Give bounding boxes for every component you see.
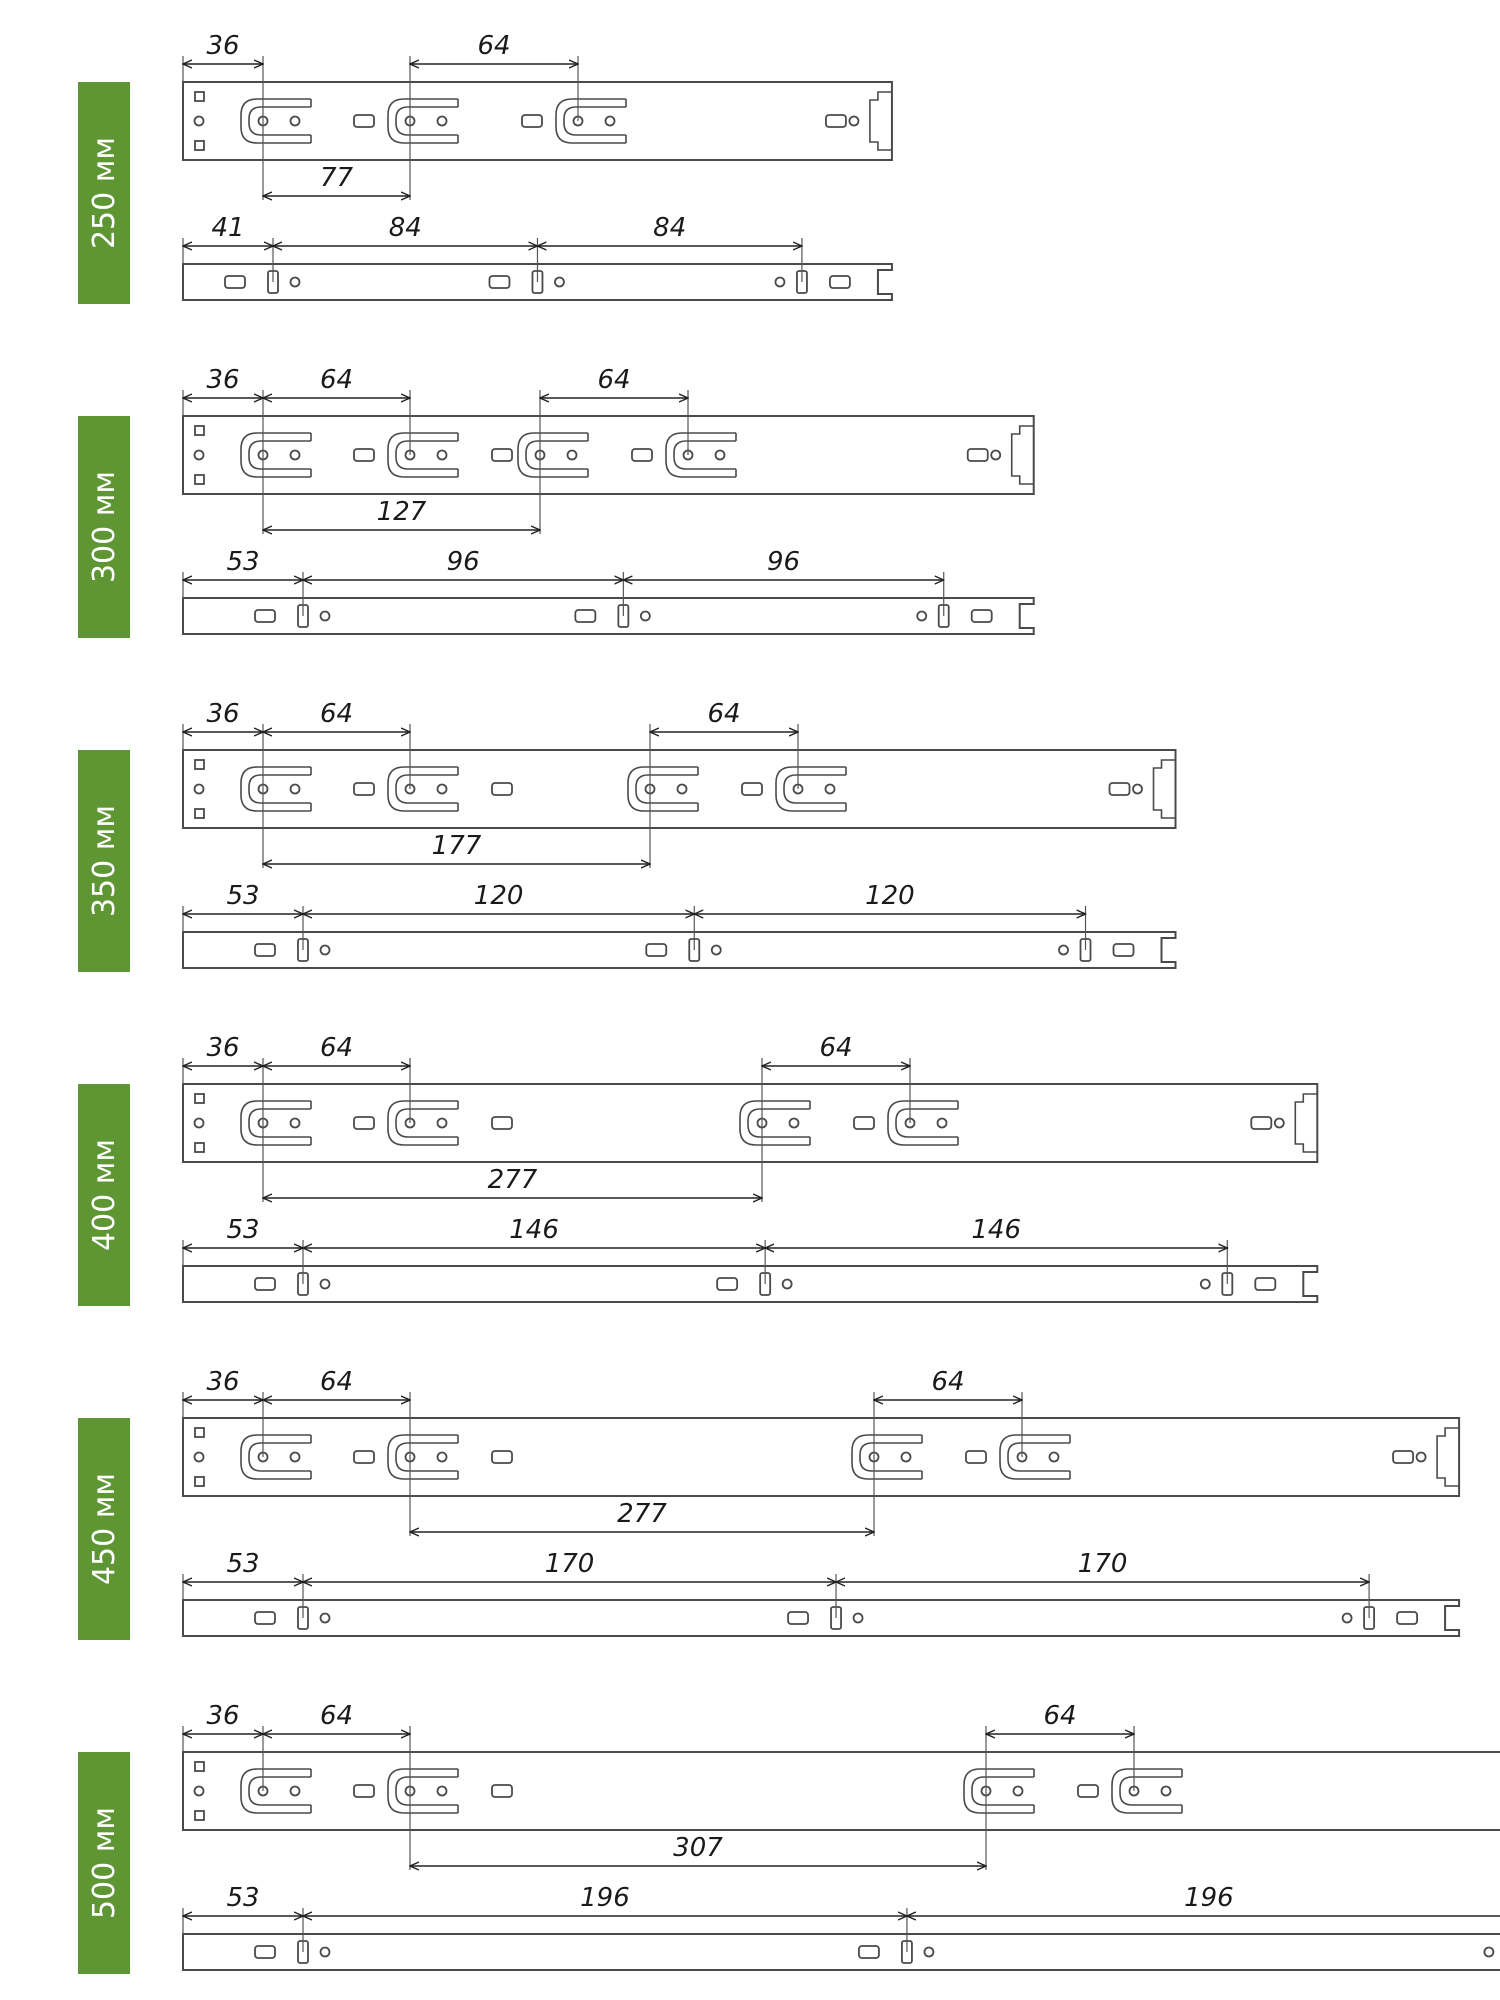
- size-tag-label: 250 мм: [87, 136, 122, 250]
- square-hole-bottom: [195, 1143, 204, 1152]
- slot-end: [1110, 783, 1130, 795]
- cabinet-rail-body: [183, 416, 1034, 494]
- dim-drawer-2-label: 120: [473, 881, 524, 911]
- dim-drawer-3-label: 170: [1077, 1549, 1128, 1579]
- dim-below-label: 77: [319, 163, 354, 193]
- hole-3: [775, 278, 784, 287]
- square-hole-top: [195, 1762, 204, 1771]
- round-hole-end: [991, 451, 1000, 460]
- rail-section-300: [78, 365, 1034, 638]
- bracket-1-hole-b: [291, 1787, 300, 1796]
- dim-drawer-2-label: 96: [446, 547, 480, 577]
- round-hole-end: [849, 117, 858, 126]
- hole-3: [917, 612, 926, 621]
- rect-slot-2: [859, 1946, 879, 1958]
- hole-2: [712, 946, 721, 955]
- hole-3: [1343, 1614, 1352, 1623]
- round-hole-left: [195, 785, 204, 794]
- slot-1: [354, 783, 374, 795]
- slot-3: [854, 1117, 874, 1129]
- hole-3: [1201, 1280, 1210, 1289]
- slot-end: [1393, 1451, 1413, 1463]
- dim-drawer-1-label: 53: [226, 1215, 260, 1245]
- rect-slot-2: [788, 1612, 808, 1624]
- slot-end: [826, 115, 846, 127]
- bracket-1-hole-b: [291, 1119, 300, 1128]
- hole-2: [641, 612, 650, 621]
- round-hole-end: [1275, 1119, 1284, 1128]
- size-tag-label: 500 мм: [87, 1806, 122, 1920]
- dim-drawer-2-label: 84: [388, 213, 422, 243]
- hole-3: [1059, 946, 1068, 955]
- dim-top-64a-label: 64: [319, 1367, 354, 1397]
- hole-2: [854, 1614, 863, 1623]
- rect-slot-1: [255, 1946, 275, 1958]
- bracket-3-hole-b: [568, 451, 577, 460]
- bracket-4-hole-b: [826, 785, 835, 794]
- slot-end: [968, 449, 988, 461]
- bracket-2-hole-b: [438, 1119, 447, 1128]
- bracket-2-hole-b: [438, 1787, 447, 1796]
- bracket-2-hole-b: [438, 451, 447, 460]
- hole-1: [321, 612, 330, 621]
- round-hole-left: [195, 451, 204, 460]
- bracket-3-hole-b: [678, 785, 687, 794]
- rect-slot-1: [255, 610, 275, 622]
- slot-1: [354, 1785, 374, 1797]
- dim-top-64b-label: 64: [819, 1033, 853, 1063]
- bracket-1-hole-b: [291, 785, 300, 794]
- bracket-2-hole-b: [438, 785, 447, 794]
- dim-top-64b-label: 64: [707, 699, 741, 729]
- dim-drawer-3-label: 120: [865, 881, 915, 911]
- dim-drawer-2-label: 170: [544, 1549, 595, 1579]
- dim-drawer-3-label: 96: [766, 547, 801, 577]
- square-hole-bottom: [195, 1811, 204, 1820]
- square-hole-bottom: [195, 141, 204, 150]
- round-hole-end: [1133, 785, 1142, 794]
- rect-slot-2: [646, 944, 666, 956]
- square-hole-top: [195, 760, 204, 769]
- rail-section-500: [78, 1701, 1500, 1974]
- dim-top-64a-label: 64: [319, 365, 354, 395]
- hole-2: [555, 278, 564, 287]
- bracket-1-hole-b: [291, 451, 300, 460]
- dim-top-36-label: 36: [206, 1367, 240, 1397]
- slot-3: [742, 783, 762, 795]
- bracket-4-hole-b: [1050, 1453, 1059, 1462]
- rect-slot-2: [717, 1278, 737, 1290]
- dim-drawer-2-label: 146: [509, 1215, 559, 1245]
- drawer-rail-body: [183, 1266, 1317, 1302]
- rect-slot-3: [1114, 944, 1134, 956]
- size-tag-label: 300 мм: [87, 470, 122, 584]
- round-hole-left: [195, 1453, 204, 1462]
- dim-drawer-1-label: 41: [211, 213, 245, 243]
- slot-3: [522, 115, 542, 127]
- hole-1: [321, 1280, 330, 1289]
- rect-slot-3: [830, 276, 850, 288]
- rect-slot-1: [225, 276, 245, 288]
- hole-3: [1484, 1948, 1493, 1957]
- rect-slot-1: [255, 944, 275, 956]
- dim-top-64a-label: 64: [319, 1033, 354, 1063]
- drawer-rail-body: [183, 932, 1176, 968]
- dim-drawer-1-label: 53: [226, 1549, 260, 1579]
- slot-2: [492, 1451, 512, 1463]
- dim-top-36-label: 36: [206, 365, 240, 395]
- round-hole-end: [1417, 1453, 1426, 1462]
- bracket-4-hole-b: [1162, 1787, 1171, 1796]
- rect-slot-1: [255, 1612, 275, 1624]
- hole-2: [783, 1280, 792, 1289]
- dim-top-64b-label: 64: [597, 365, 631, 395]
- bracket-2-hole-b: [438, 117, 447, 126]
- dim-drawer-1-label: 53: [226, 881, 260, 911]
- rect-slot-1: [255, 1278, 275, 1290]
- hole-1: [321, 1948, 330, 1957]
- bracket-3-hole-b: [1014, 1787, 1023, 1796]
- square-hole-bottom: [195, 809, 204, 818]
- rail-section-450: [78, 1367, 1459, 1640]
- square-hole-bottom: [195, 475, 204, 484]
- rail-section-350: [78, 699, 1176, 972]
- dim-drawer-3-label: 84: [653, 213, 687, 243]
- rect-slot-2: [489, 276, 509, 288]
- drawer-rail-body: [183, 1600, 1459, 1636]
- dim-drawer-1-label: 53: [226, 547, 260, 577]
- cabinet-rail-body: [183, 1752, 1500, 1830]
- drawer-rail-body: [183, 598, 1034, 634]
- dim-below-label: 277: [617, 1499, 667, 1529]
- square-hole-top: [195, 426, 204, 435]
- dim-drawer-3-label: 146: [971, 1215, 1022, 1245]
- bracket-3-hole-b: [606, 117, 615, 126]
- rect-slot-3: [1397, 1612, 1417, 1624]
- slot-2: [492, 1117, 512, 1129]
- slot-end: [1251, 1117, 1271, 1129]
- round-hole-left: [195, 117, 204, 126]
- slot-1: [354, 449, 374, 461]
- rail-section-400: [78, 1033, 1317, 1306]
- dim-top-64b-label: 64: [1043, 1701, 1077, 1731]
- dim-below-label: 177: [431, 831, 482, 861]
- slot-1: [354, 1117, 374, 1129]
- size-tag-label: 450 мм: [87, 1472, 122, 1586]
- slot-2: [492, 1785, 512, 1797]
- size-tag-label: 400 мм: [87, 1138, 122, 1252]
- slot-1: [354, 115, 374, 127]
- hole-1: [291, 278, 300, 287]
- hole-1: [321, 1614, 330, 1623]
- rect-slot-3: [1255, 1278, 1275, 1290]
- dim-top-36-label: 36: [206, 699, 240, 729]
- dim-top-64-label: 64: [477, 31, 511, 61]
- rect-slot-2: [575, 610, 595, 622]
- dim-below-label: 277: [487, 1165, 538, 1195]
- square-hole-top: [195, 1094, 204, 1103]
- dim-drawer-3-label: 196: [1184, 1883, 1234, 1913]
- dim-top-64b-label: 64: [931, 1367, 965, 1397]
- bracket-1-hole-b: [291, 117, 300, 126]
- size-tag-label: 350 мм: [87, 804, 122, 918]
- dim-below-label: 307: [673, 1833, 723, 1863]
- round-hole-left: [195, 1787, 204, 1796]
- dim-drawer-2-label: 196: [580, 1883, 630, 1913]
- dim-top-64a-label: 64: [319, 699, 354, 729]
- slot-2: [492, 449, 512, 461]
- rect-slot-3: [972, 610, 992, 622]
- bracket-2-hole-b: [438, 1453, 447, 1462]
- dim-drawer-1-label: 53: [226, 1883, 260, 1913]
- round-hole-left: [195, 1119, 204, 1128]
- dim-top-36-label: 36: [206, 1701, 240, 1731]
- bracket-4-hole-b: [938, 1119, 947, 1128]
- square-hole-top: [195, 92, 204, 101]
- bracket-4-hole-b: [716, 451, 725, 460]
- hole-1: [321, 946, 330, 955]
- slot-3: [966, 1451, 986, 1463]
- slot-3: [1078, 1785, 1098, 1797]
- slot-1: [354, 1451, 374, 1463]
- slot-3: [632, 449, 652, 461]
- dim-top-64a-label: 64: [319, 1701, 354, 1731]
- drawer-rail-body: [183, 1934, 1500, 1970]
- square-hole-bottom: [195, 1477, 204, 1486]
- dim-below-label: 127: [376, 497, 427, 527]
- rail-section-250: [78, 31, 892, 304]
- bracket-3-hole-b: [790, 1119, 799, 1128]
- bracket-1-hole-b: [291, 1453, 300, 1462]
- bracket-3-hole-b: [902, 1453, 911, 1462]
- dim-top-36-label: 36: [206, 1033, 240, 1063]
- hole-2: [924, 1948, 933, 1957]
- slot-2: [492, 783, 512, 795]
- dim-top-36-label: 36: [206, 31, 240, 61]
- square-hole-top: [195, 1428, 204, 1437]
